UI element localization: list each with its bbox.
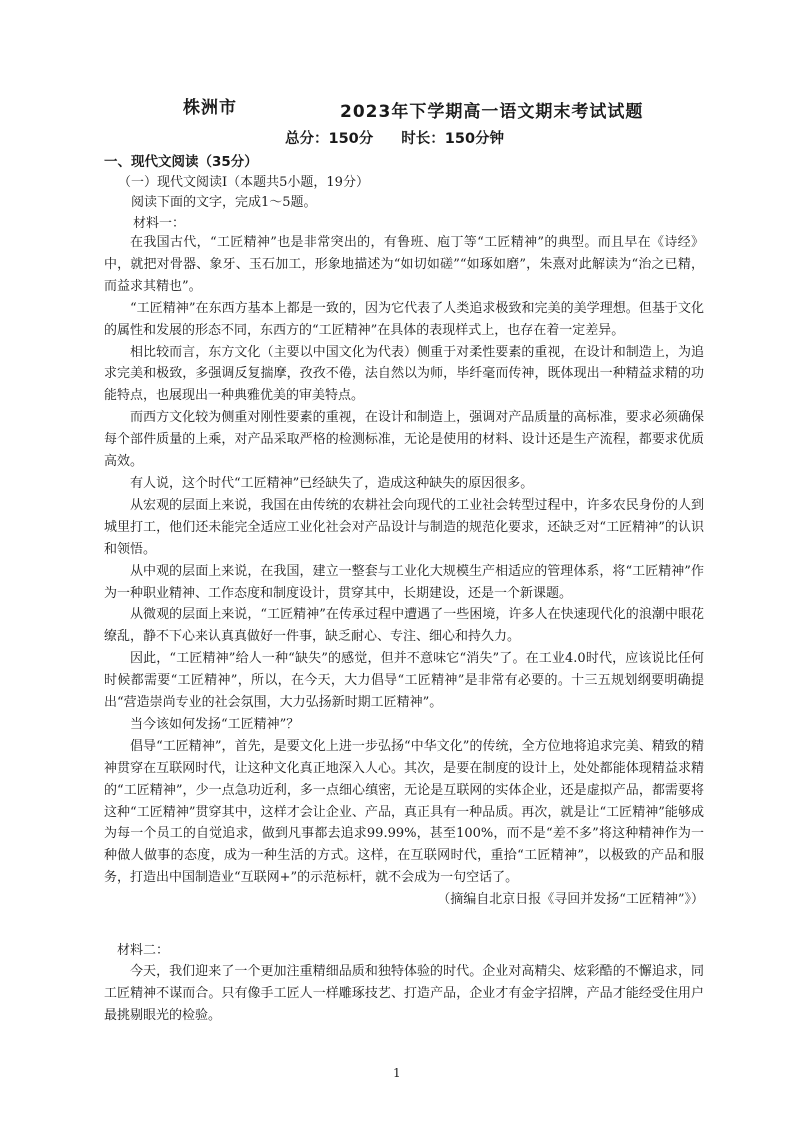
section-heading: 一、现代文阅读（35分） [104,154,258,170]
paragraph: 今天，我们迎来了一个更加注重精细品质和独特体验的时代。企业对高精尖、炫彩酷的不懈追求，同工匠精神不谋而合。只有像手工匠人一样雕琢技艺、打造产品，企业才有金字招牌，产品才能经受住用户最挑剔眼光的检验。 [104,964,704,1023]
paragraph: 当今该如何发扬“工匠精神”？ [130,716,300,732]
material-one-body [104,232,704,911]
paragraph: 在我国古代，“工匠精神”也是非常突出的，有鲁班、庖丁等“工匠精神”的典型。而且早在《诗经》中，就把对骨器、象牙、玉石加工，形象地描述为“如切如磋”“如琢如磨”，朱熹对此解读为“治之已精，而益求其精也”。 [104,235,704,294]
paragraph: 相比较而言，东方文化（主要以中国文化为代表）侧重于对柔性要素的重视，在设计和制造上，为追求完美和极致，多强调反复揣摩，孜孜不倦，法自然以为师，毕纤毫而传神，既体现出一种精益求精的功能特点，也展现出一种典雅优美的审美特点。 [104,344,704,404]
reading-instruction: 阅读下面的文字，完成1～5题。 [131,195,317,210]
material-one-label: 材料一： [133,216,186,231]
total-score: 总分：150分 [285,131,374,147]
paragraph: 倡导“工匠精神”，首先，是要文化上进一步弘扬“中华文化”的传统，全方位地将追求完美、精致的精神贯穿在互联网时代，让这种文化真正地深入人心。其次，是要在制度的设计上，处处都能体现精益求精的“工匠精神”，少一点急功近利，多一点细心缜密，无论是互联网的实体企业，还是虚拟产品，都需要将这种“工匠精神”贯穿其中，这样才会让企业、产品，真正具有一种品质。再次，就是让“工匠精神”能够成为每一个员工的自觉追求，做到凡事都去追求99.99%，甚至100%，而不是“差不多”将这种精神作为一种做人做事的态度，成为一种生活的方式。这样，在互联网时代，重拾“工匠精神”，以极致的产品和服务，打造出中国制造业“互联网+”的示范标杆，就不会成为一句空话了。 [104,738,704,886]
paragraph: “工匠精神”在东西方基本上都是一致的，因为它代表了人类追求极致和完美的美学理想。但基于文化的属性和发展的形态不同，东西方的“工匠精神”在具体的表现样式上，也存在着一定差异。 [104,300,704,338]
subsection-heading: （一）现代文阅读Ⅰ（本题共5小题，19分） [118,175,369,190]
score-line [285,127,504,148]
paragraph: 从中观的层面上来说，在我国，建立一整套与工业化大规模生产相适应的管理体系，将“工匠精神”作为一种职业精神、工作态度和制度设计，贯穿其中，长期建设，还是一个新课题。 [104,563,704,601]
paragraph: 而西方文化较为侧重对刚性要素的重视，在设计和制造上，强调对产品质量的高标准，要求必须确保每个部件质量的上乘，对产品采取严格的检测标准，无论是使用的材料、设计还是生产流程，都要求优质高效。 [104,410,704,470]
paragraph: 有人说，这个时代“工匠精神”已经缺失了，造成这种缺失的原因很多。 [130,475,534,491]
exam-title: 2023年下学期高一语文期末考试试题 [340,102,644,122]
paragraph: 从宏观的层面上来说，我国在由传统的农耕社会向现代的工业社会转型过程中，许多农民身份的人到城里打工，他们还未能完全适应工业化社会对产品设计与制造的规范化要求，还缺乏对“工匠精神”的认识和领悟。 [104,497,704,557]
city-name: 株洲市 [183,98,237,118]
source-citation: （摘编自北京日报《寻回并发扬“工匠精神”》） [437,892,704,908]
paragraph: 从微观的层面上来说，“工匠精神”在传承过程中遭遇了一些困境，许多人在快速现代化的浪潮中眼花缭乱，静不下心来认真真做好一件事，缺乏耐心、专注、细心和持久力。 [104,607,704,645]
paragraph: 因此，“工匠精神”给人一种“缺失”的感觉，但并不意味它“消失”了。在工业4.0时代，应该说比任何时候都需要“工匠精神”，所以，在今天，大力倡导“工匠精神”是非常有必要的。十三五规划纲要明确提出“营造崇尚专业的社会氛围，大力弘扬新时期工匠精神”。 [104,651,704,711]
page-number: 1 [393,1066,401,1080]
material-two-body [104,961,704,1027]
material-two-label: 材料二： [117,943,170,958]
exam-duration: 时长：150分钟 [401,131,505,147]
